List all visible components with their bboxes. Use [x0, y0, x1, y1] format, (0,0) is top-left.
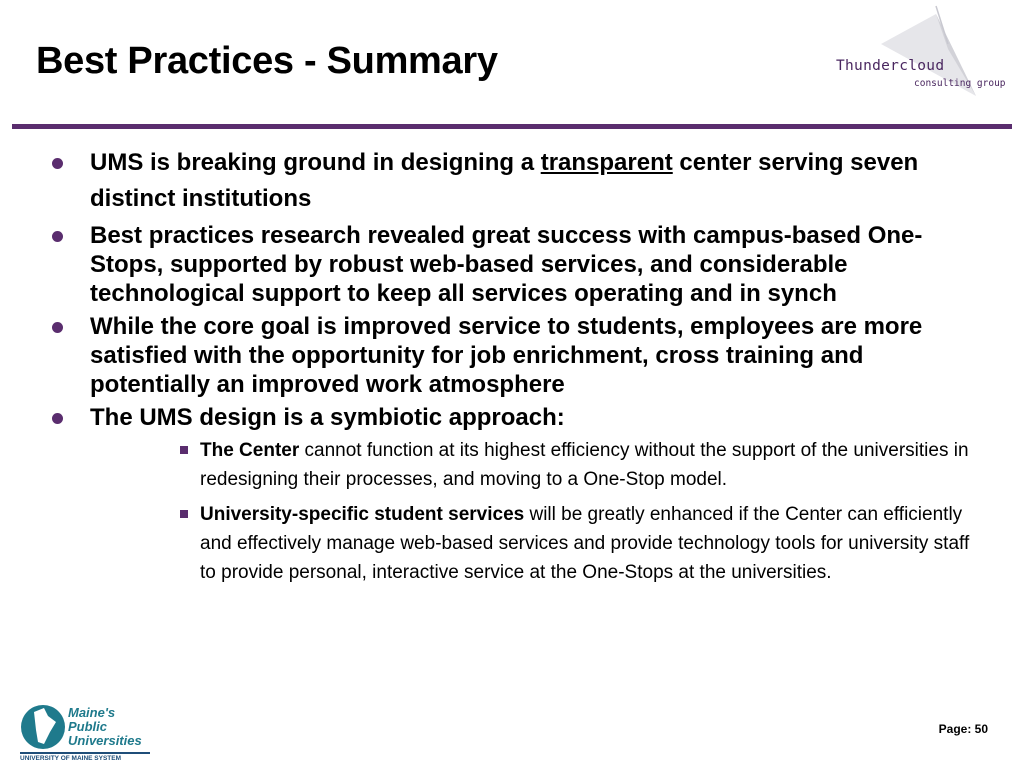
- sub-bullet-2: [178, 500, 980, 587]
- square-bullet-icon: [180, 510, 188, 518]
- bullet-1-text-before: UMS is breaking ground in designing a: [90, 149, 541, 176]
- sub-bullet-2-bold: University-specific student services: [200, 504, 525, 525]
- sub-bullet-1-text: cannot function at its highest efficiency without the support of the universities in redesigning their processes, and moving to a One-Stop model.: [200, 440, 969, 490]
- logo-line-2: Public: [68, 719, 108, 734]
- maines-public-universities-logo: [20, 700, 150, 764]
- bullet-4: [50, 403, 980, 587]
- bullet-2: [50, 221, 980, 308]
- bullet-3-text: While the core goal is improved service to students, employees are more satisfied with the opportunity for job enrichment, cross training and potentially an improved work atmosphere: [90, 313, 923, 398]
- bullet-4-text: The UMS design is a symbiotic approach:: [90, 404, 565, 431]
- sub-bullet-1: [178, 436, 980, 494]
- maine-state-icon: [20, 702, 66, 752]
- bullet-1-text-after: center serving seven distinct institutions: [90, 149, 919, 212]
- bullet-1: [50, 145, 980, 217]
- bullet-dot-icon: [52, 158, 63, 169]
- bullet-dot-icon: [52, 413, 63, 424]
- bullet-dot-icon: [52, 231, 63, 242]
- slide-body: [50, 145, 980, 593]
- bullet-2-text: Best practices research revealed great success with campus-based One-Stops, supported by robust web-based services, and considerable technological support to keep all services operating and in synch: [90, 222, 923, 307]
- logo-tagline: consulting group: [914, 78, 1006, 89]
- bullet-3: [50, 312, 980, 399]
- sub-bullet-2-text: will be greatly enhanced if the Center can efficiently and effectively manage web-based services and provide technology tools for university staff to provide personal, interactive service at the One-Stops at the universities.: [200, 504, 970, 583]
- slide-title: Best Practices - Summary: [36, 40, 498, 82]
- title-divider: [12, 124, 1012, 129]
- square-bullet-icon: [180, 446, 188, 454]
- logo-line-1: Maine's: [68, 705, 116, 720]
- bullet-1-emphasis: transparent: [540, 149, 673, 176]
- thundercloud-logo: [816, 4, 1006, 104]
- logo-line-3: Universities: [68, 733, 142, 748]
- logo-system-name: UNIVERSITY OF MAINE SYSTEM: [20, 752, 150, 762]
- logo-name: Thundercloud: [836, 58, 945, 74]
- page-number: Page: 50: [938, 722, 988, 736]
- bullet-dot-icon: [52, 322, 63, 333]
- sub-bullet-1-bold: The Center: [200, 440, 300, 461]
